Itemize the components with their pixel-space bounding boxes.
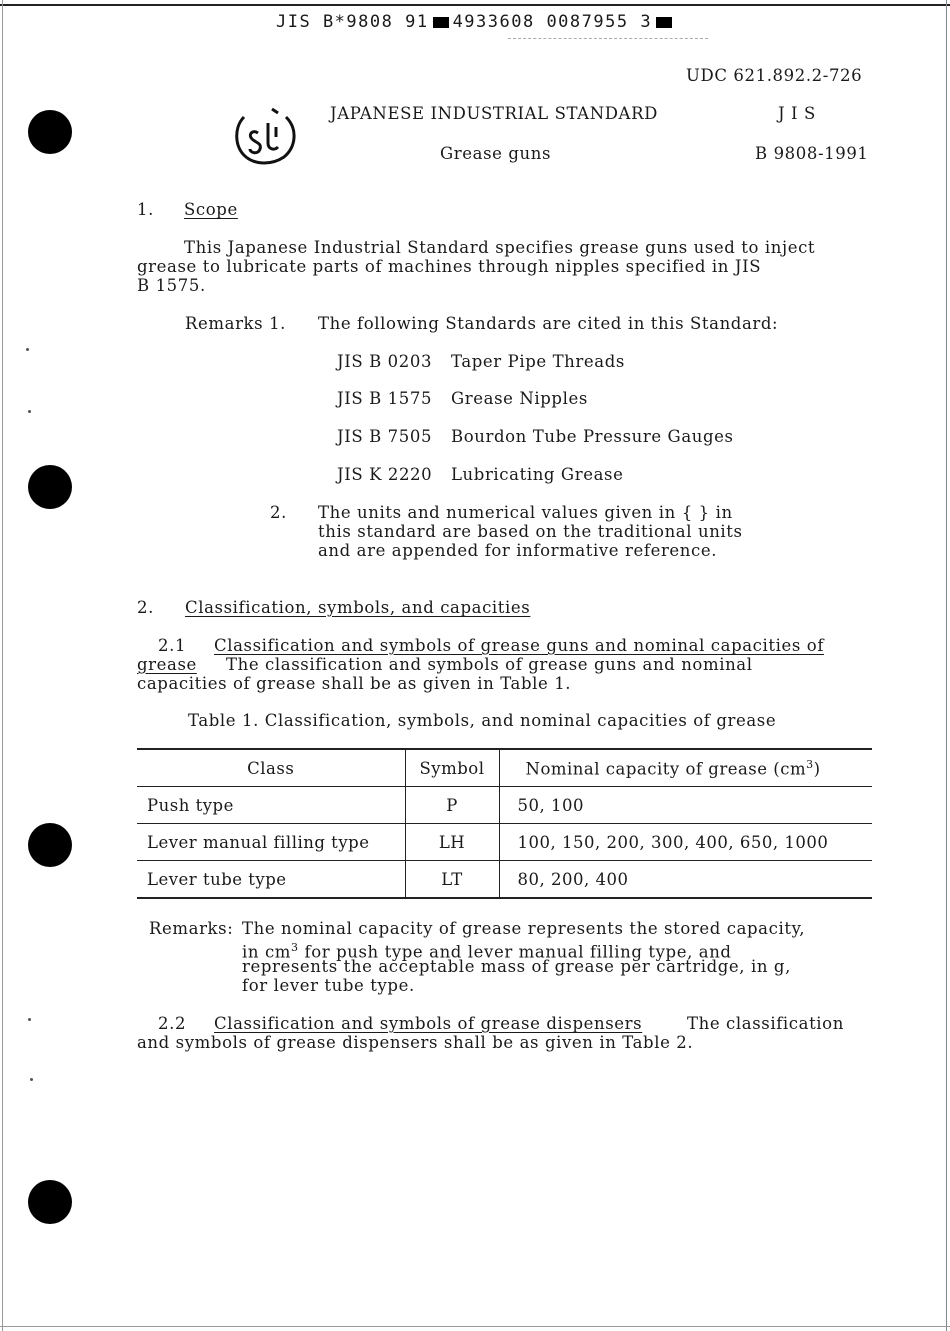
cited-name-1: Taper Pipe Threads bbox=[451, 352, 625, 371]
remarks-2-line-1: The units and numerical values given in { } in bbox=[318, 503, 733, 522]
right-border bbox=[946, 0, 947, 1331]
subsection-2-1-heading-a: Classification and symbols of grease guns and nominal capacities of bbox=[214, 636, 825, 655]
remarks-2-line-3: and are appended for informative reference. bbox=[318, 541, 718, 560]
subsection-2-2-text-a: The classification bbox=[687, 1014, 844, 1033]
redaction-block-icon bbox=[433, 17, 449, 28]
document-title: Grease guns bbox=[440, 144, 552, 163]
subsection-2-1-number: 2.1 bbox=[158, 636, 187, 655]
scan-speck bbox=[30, 1078, 33, 1081]
left-border bbox=[2, 0, 3, 1331]
document-code-line bbox=[276, 12, 676, 32]
table-remarks-line-1: The nominal capacity of grease represents the stored capacity, bbox=[242, 919, 806, 938]
cited-code-4: JIS K 2220 bbox=[337, 465, 433, 484]
table-row bbox=[137, 787, 872, 824]
remarks-2-line-2: this standard are based on the traditional units bbox=[318, 522, 743, 541]
cell-symbol: P bbox=[405, 787, 499, 824]
capacity-header-text: Nominal capacity of grease (cm bbox=[525, 759, 807, 779]
subsection-2-2-heading: Classification and symbols of grease dispensers bbox=[214, 1014, 643, 1033]
table-remarks-label: Remarks: bbox=[149, 919, 234, 938]
section-2-heading: Classification, symbols, and capacities bbox=[185, 598, 531, 617]
cited-name-4: Lubricating Grease bbox=[451, 465, 624, 484]
top-border bbox=[0, 4, 950, 6]
subsection-2-2-text-b: and symbols of grease dispensers shall be as given in Table 2. bbox=[137, 1033, 694, 1052]
cell-class: Push type bbox=[137, 787, 405, 824]
cell-symbol: LH bbox=[405, 824, 499, 861]
punch-hole-4 bbox=[28, 1180, 72, 1224]
cited-name-3: Bourdon Tube Pressure Gauges bbox=[451, 427, 734, 446]
table-row bbox=[137, 824, 872, 861]
punch-hole-1 bbox=[28, 110, 72, 154]
cited-name-2: Grease Nipples bbox=[451, 389, 588, 408]
cell-symbol: LT bbox=[405, 861, 499, 899]
punch-hole-3 bbox=[28, 823, 72, 867]
table-remarks-line-3: represents the acceptable mass of grease per cartridge, in g, bbox=[242, 957, 791, 976]
scan-speck bbox=[26, 348, 29, 351]
subsection-2-1-text-a: The classification and symbols of grease guns and nominal bbox=[226, 655, 753, 674]
punch-hole-2 bbox=[28, 465, 72, 509]
table-1 bbox=[137, 748, 872, 899]
remarks-line-2a: in cm bbox=[242, 942, 292, 962]
section-1-number: 1. bbox=[137, 200, 154, 219]
subsection-2-1-text-b: capacities of grease shall be as given in Table 1. bbox=[137, 674, 572, 693]
table-1-caption: Table 1. Classification, symbols, and nominal capacities of grease bbox=[188, 711, 777, 730]
scope-line-1: This Japanese Industrial Standard specifies grease guns used to inject bbox=[184, 238, 816, 257]
remarks-1-label: Remarks 1. bbox=[185, 314, 287, 333]
scan-speck bbox=[28, 410, 31, 413]
section-2-number: 2. bbox=[137, 598, 154, 617]
cell-capacity: 100, 150, 200, 300, 400, 650, 1000 bbox=[499, 824, 872, 861]
capacity-header-sup: 3 bbox=[806, 757, 814, 771]
cited-code-2: JIS B 1575 bbox=[337, 389, 433, 408]
remarks-1-intro: The following Standards are cited in this Standard: bbox=[318, 314, 779, 333]
bottom-border bbox=[0, 1326, 950, 1327]
code-mid: 4933608 0087955 3 bbox=[452, 12, 653, 32]
cited-code-3: JIS B 7505 bbox=[337, 427, 433, 446]
redaction-block-icon bbox=[656, 17, 672, 28]
cited-code-1: JIS B 0203 bbox=[337, 352, 433, 371]
standard-org-title: JAPANESE INDUSTRIAL STANDARD bbox=[330, 104, 658, 123]
cell-capacity: 50, 100 bbox=[499, 787, 872, 824]
remarks-line-2-sup: 3 bbox=[291, 941, 299, 954]
cell-class: Lever tube type bbox=[137, 861, 405, 899]
column-header-symbol: Symbol bbox=[405, 749, 499, 787]
scope-line-3: B 1575. bbox=[137, 276, 206, 295]
subsection-2-2-number: 2.2 bbox=[158, 1014, 187, 1033]
cell-capacity: 80, 200, 400 bbox=[499, 861, 872, 899]
udc-number: UDC 621.892.2-726 bbox=[686, 66, 863, 85]
dashed-rule bbox=[508, 38, 708, 40]
table-header-row bbox=[137, 749, 872, 787]
scope-line-2: grease to lubricate parts of machines through nipples specified in JIS bbox=[137, 257, 762, 276]
cell-class: Lever manual filling type bbox=[137, 824, 405, 861]
jis-label: J I S bbox=[778, 104, 816, 123]
remarks-2-number: 2. bbox=[270, 503, 287, 522]
column-header-capacity bbox=[499, 749, 872, 787]
remarks-line-2b: for push type and lever manual filling type, and bbox=[298, 942, 732, 962]
capacity-header-close: ) bbox=[813, 759, 821, 779]
code-left: JIS B*9808 91 bbox=[276, 12, 429, 32]
jis-logo-icon bbox=[232, 103, 300, 167]
column-header-class: Class bbox=[137, 749, 405, 787]
section-1-heading: Scope bbox=[184, 200, 238, 219]
subsection-2-1-heading-b: grease bbox=[137, 655, 197, 674]
table-row bbox=[137, 861, 872, 899]
table-remarks-line-4: for lever tube type. bbox=[242, 976, 415, 995]
standard-number: B 9808-1991 bbox=[755, 144, 869, 163]
scan-speck bbox=[28, 1018, 31, 1021]
